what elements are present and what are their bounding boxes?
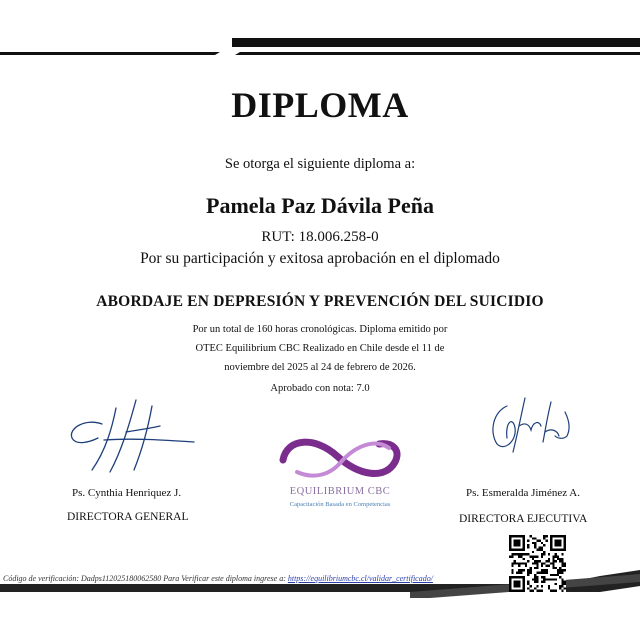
- participation-text: Por su participación y exitosa aprobación en el diplomado: [140, 250, 500, 267]
- logo-tagline: Capacitación Basada en Competencias: [289, 501, 391, 508]
- left-signatory-name: Ps. Cynthia Henriquez J.: [72, 487, 182, 499]
- infinity-logo-icon: [275, 432, 405, 494]
- left-signature: [64, 398, 204, 478]
- right-signature: [485, 392, 585, 462]
- course-description: [0, 320, 640, 377]
- logo-name: EQUILIBRIUM CBC: [289, 486, 391, 497]
- grade-text: Aprobado con nota: 7.0: [270, 383, 370, 394]
- description-line: noviembre del 2025 al 24 de febrero de 2026.: [224, 362, 416, 373]
- diploma-title: DIPLOMA: [231, 85, 409, 125]
- right-signatory-role: DIRECTORA EJECUTIVA: [459, 513, 588, 525]
- top-frame-band: [232, 38, 640, 47]
- intro-text: Se otorga el siguiente diploma a:: [224, 156, 416, 172]
- description-line: OTEC Equilibrium CBC Realizado en Chile desde el 11 de: [195, 343, 445, 354]
- right-signatory-name: Ps. Esmeralda Jiménez A.: [466, 487, 580, 499]
- recipient-rut: RUT: 18.006.258-0: [261, 229, 379, 245]
- recipient-name: Pamela Paz Dávila Peña: [206, 193, 434, 218]
- description-line: Por un total de 160 horas cronológicas. Diploma emitido por: [192, 324, 448, 335]
- verification-text: Código de verificación: Dadps112025180062580 Para Verificar este diploma ingrese a:: [3, 574, 288, 583]
- qr-code-icon[interactable]: [509, 535, 566, 592]
- left-signatory-role: DIRECTORA GENERAL: [67, 511, 189, 523]
- verification-link[interactable]: https://equilibriumcbc.cl/validar_certificado/: [287, 574, 433, 583]
- verification-footer: [3, 574, 433, 583]
- course-title: ABORDAJE EN DEPRESIÓN Y PREVENCIÓN DEL SUICIDIO: [96, 293, 544, 310]
- top-frame-stroke: [0, 52, 640, 55]
